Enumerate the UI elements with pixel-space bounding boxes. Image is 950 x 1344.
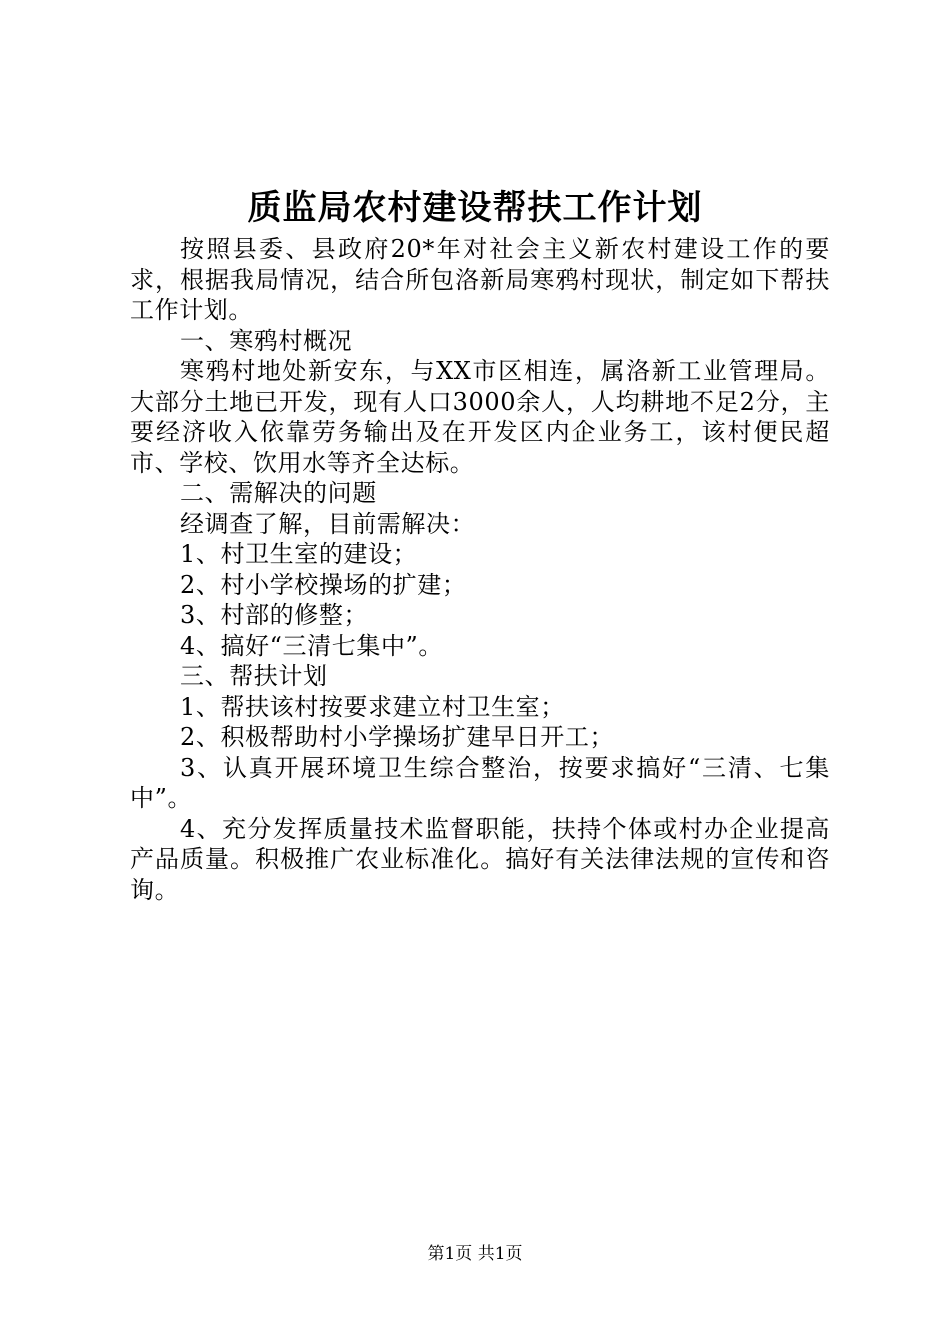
- overview-paragraph: 寒鸦村地处新安东，与XX市区相连，属洛新工业管理局。大部分土地已开发，现有人口3000余人，人均耕地不足2分，主要经济收入依靠劳务输出及在开发区内企业务工，该村便民超市、学校、饮用水等齐全达标。: [130, 357, 830, 477]
- problem-item-3: 3、村部的修整；: [180, 601, 369, 629]
- document-body: [130, 234, 830, 905]
- plan-item-3: 3、认真开展环境卫生综合整治，按要求搞好“三清、七集中”。: [130, 753, 830, 812]
- document-title: 质监局农村建设帮扶工作计划: [247, 188, 703, 228]
- intro-paragraph: 按照县委、县政府20*年对社会主义新农村建设工作的要求，根据我局情况，结合所包洛新局寒鸦村现状，制定如下帮扶工作计划。: [130, 235, 830, 324]
- problem-item-4: 4、搞好“三清七集中”。: [180, 631, 444, 660]
- problem-item-2: 2、村小学校操场的扩建；: [180, 570, 467, 599]
- problems-intro: 经调查了解，目前需解决：: [180, 509, 476, 538]
- plan-item-1: 1、帮扶该村按要求建立村卫生室；: [180, 692, 565, 721]
- section-heading-problems: 二、需解决的问题: [180, 479, 377, 507]
- plan-item-4: 4、充分发挥质量技术监督职能，扶持个体或村办企业提高产品质量。积极推广农业标准化。搞好有关法律法规的宣传和咨询。: [130, 814, 830, 904]
- section-heading-overview: 一、寒鸦村概况: [180, 326, 353, 355]
- section-heading-plan: 三、帮扶计划: [180, 662, 328, 690]
- problem-item-1: 1、村卫生室的建设；: [180, 540, 418, 568]
- plan-item-2: 2、积极帮助村小学操场扩建早日开工；: [180, 723, 615, 751]
- page-footer: 第1页 共1页: [427, 1244, 523, 1264]
